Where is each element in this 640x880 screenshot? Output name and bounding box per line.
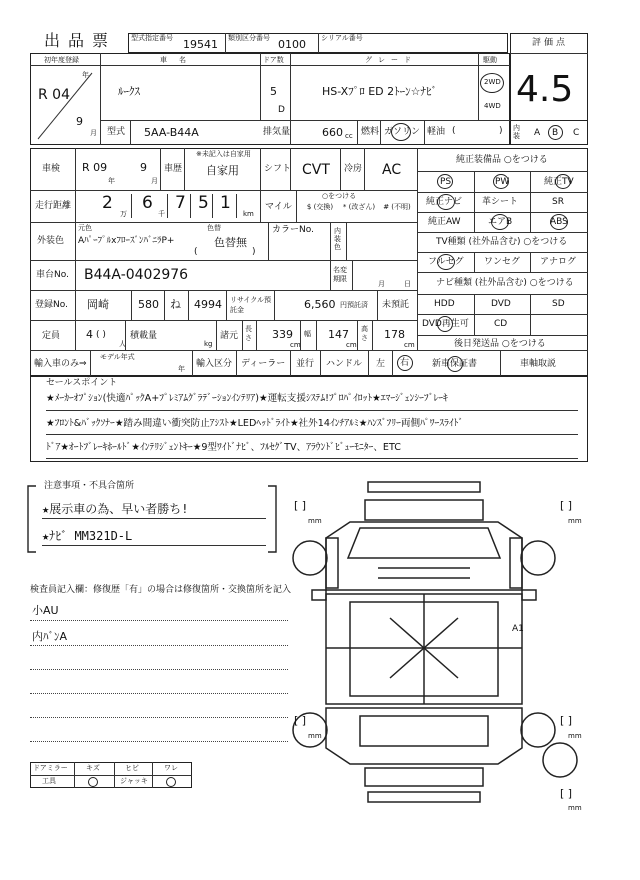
exchange-option: $ (交換) <box>306 203 334 211</box>
interior-label: 内装 <box>513 124 520 140</box>
width-cm: cm <box>346 341 357 349</box>
reg-city: 岡崎 <box>87 298 109 311</box>
opt-ps: PS <box>440 177 452 187</box>
door-type: D <box>278 105 285 115</box>
car-name-label: 車名 <box>160 56 198 64</box>
mileage-digit-3: 7 <box>175 193 186 213</box>
doors-label: ドア数 <box>263 56 284 64</box>
fuel-label: 燃料 <box>361 127 380 137</box>
reg-number: 4994 <box>194 298 222 311</box>
usage-value: 自家用 <box>206 164 239 177</box>
capacity-person: 人 <box>119 340 126 348</box>
mileage-sen: 千 <box>158 210 165 218</box>
handle-right: 右 <box>400 358 410 368</box>
opt-sr: SR <box>552 197 564 207</box>
width-label: 幅 <box>304 330 311 338</box>
handle-label: ハンドル <box>326 359 363 369</box>
ac-label: 冷房 <box>344 164 363 174</box>
bracket-tr: [ ] <box>560 499 573 512</box>
year-suffix: 年 <box>82 71 89 79</box>
color-original-label: 元色 <box>78 224 92 232</box>
bracket-tl: [ ] <box>294 499 307 512</box>
opt-cd: CD <box>494 319 508 329</box>
nav-type-header: ナビ種類 (社外品含む) ○をつける <box>436 278 574 288</box>
height-cm: cm <box>404 341 415 349</box>
km-unit: km <box>243 210 254 218</box>
usage-label: 車歴 <box>164 164 183 174</box>
reg-kana: ね <box>170 298 181 311</box>
score-label: 評価点 <box>532 38 569 48</box>
opt-warranty: 新車保証書 <box>432 359 478 369</box>
sales-label: セールスポイント <box>46 378 118 388</box>
nc-day: 日 <box>404 280 411 288</box>
opt-sd: SD <box>552 299 565 309</box>
fuel-diesel: 軽油 <box>427 127 446 137</box>
bracket-bl: [ ] <box>294 714 307 727</box>
mileage-man: 万 <box>120 210 127 218</box>
notes-label: 注意事項・不具合箇所 <box>44 481 135 491</box>
opt-dvd: DVD <box>491 299 511 309</box>
shift-label: シフト <box>264 164 292 174</box>
shift-value: CVT <box>302 162 330 178</box>
load-kg: kg <box>204 340 213 348</box>
later-header: 後日発送品 ○をつける <box>454 339 546 349</box>
model-value: 5AA-B44A <box>144 126 199 139</box>
nc-month: 月 <box>378 280 385 288</box>
mm-br: mm <box>568 732 582 740</box>
inspection-label: 車検 <box>42 164 61 174</box>
inspector-label: 検査員記入欄：修復歴「有」の場合は修復箇所・交換箇所を記入 <box>30 585 292 595</box>
opt-airbag: エアB <box>488 217 513 227</box>
ruibetsu-value: 0100 <box>278 38 306 51</box>
recycle-value: 6,560 <box>304 298 336 311</box>
color-original-value: AﾊﾟｰﾌﾟﾙxﾌﾛｰｽﾞﾝﾊﾞﾆﾗP+ <box>78 236 175 246</box>
drive-4wd: 4WD <box>484 102 501 110</box>
drive-2wd: 2WD <box>484 78 501 86</box>
mm-spare: mm <box>568 804 582 812</box>
capacity-value: 4 <box>86 328 93 341</box>
inspection-value: R 09 <box>82 161 108 174</box>
name-change-label: 名変期限 <box>333 266 347 283</box>
std-equipment-header: 純正装備品 ○をつける <box>456 155 548 165</box>
first-reg-era: R 04 <box>38 87 70 103</box>
mileage-digit-2: 6 <box>142 193 153 213</box>
capacity-label: 定員 <box>42 331 61 341</box>
dims-label: 諸元 <box>220 331 239 341</box>
ruibetsu-label: 類別区分番号 <box>228 34 270 42</box>
import-label: 輸入車のみ⇒ <box>34 359 87 369</box>
interior-b: B <box>552 128 559 138</box>
width-value: 147 <box>328 328 349 341</box>
sales-line-2: ★ﾌﾛﾝﾄ&ﾊﾞｯｸｿﾅｰ★踏み間違い衝突防止ｱｼｽﾄ★LEDﾍｯﾄﾞﾗｲﾄ★社外14ｲﾝﾁｱﾙﾐ★ﾊﾝｽﾞﾌﾘｰ両側ﾊﾟﾜｰｽﾗｲﾄﾞ <box>46 418 464 429</box>
model-year-label: モデル年式 <box>100 353 135 361</box>
recycle-unpaid: 未預託 <box>382 300 410 310</box>
opt-manual: 車軸取説 <box>520 359 557 369</box>
color-change-label: 色替 <box>207 224 221 232</box>
opt-dvd-play: DVD再生可 <box>422 319 469 329</box>
altered-option: * (改ざん) <box>342 203 376 211</box>
notes-line-2: ★ﾅﾋﾞ MM321D-L <box>42 529 133 543</box>
grade-label: グレード <box>365 56 417 64</box>
opt-oneseg: ワンセグ <box>484 257 521 267</box>
reg-class: 580 <box>138 298 159 311</box>
height-value: 178 <box>384 328 405 341</box>
displacement-label: 排気量 <box>263 127 291 137</box>
bracket-br: [ ] <box>560 714 573 727</box>
score-value: 4.5 <box>516 69 574 110</box>
notes-line-1: ★展示車の為、早い者勝ち! <box>42 502 189 516</box>
displacement-value: 660 <box>322 126 343 139</box>
inspection-month: 9 <box>140 161 147 174</box>
handle-left: 左 <box>376 359 386 369</box>
eq-h4: ワレ <box>164 764 178 772</box>
unknown-option: # (不明) <box>383 203 411 211</box>
length-cm: cm <box>290 341 301 349</box>
import-cat-label: 輸入区分 <box>196 359 233 369</box>
color-change-value: 色替無 <box>214 236 247 249</box>
model-label: 型式 <box>107 127 126 137</box>
recycle-status: 円預託済 <box>340 301 368 309</box>
parallel-option: 並行 <box>296 359 315 369</box>
kata-label: 型式指定番号 <box>131 34 173 42</box>
inspector-line-2: 内ﾊﾞﾝA <box>32 630 68 643</box>
opt-jtv: 純正TV <box>544 177 574 187</box>
interior-c: C <box>573 128 580 138</box>
mileage-digit-4: 5 <box>198 193 209 213</box>
serial-label: シリアル番号 <box>321 34 363 42</box>
chassis-value: B44A-0402976 <box>84 267 189 283</box>
load-label: 積載量 <box>130 331 158 341</box>
grade-value: HS-Xﾌﾟﾛ ED 2ﾄｰﾝ☆ﾅﾋﾞ <box>322 85 437 98</box>
sales-line-1: ★ﾒｰｶｰｵﾌﾟｼｮﾝ(快適ﾊﾟｯｸA+ﾌﾟﾚﾐｱﾑｸﾞﾗﾃﾞｰｼｮﾝｲﾝﾃﾘｱ)★運転支援ｼｽﾃﾑ!ﾌﾟﾛﾊﾟｲﾛｯﾄ★ｴﾏｰｼﾞｪﾝｼｰﾌﾞﾚｰｷ <box>46 393 448 404</box>
opt-nav: 純正ナビ <box>426 197 463 207</box>
first-reg-label: 初年度登録 <box>44 56 79 64</box>
bracket-spare: [ ] <box>560 787 573 800</box>
damage-mark-a1: A1 <box>512 624 524 634</box>
interior-color-label: 内装色 <box>334 227 341 251</box>
opt-hdd: HDD <box>434 299 455 309</box>
recycle-label: リサイクル預託金 <box>230 296 272 314</box>
mileage-digit-5: 1 <box>220 193 231 213</box>
spare-tire-icon <box>540 740 580 780</box>
cc-unit: cc <box>345 132 353 140</box>
mm-tl: mm <box>308 517 322 525</box>
eq-r1: 工具 <box>42 777 56 785</box>
drive-label: 駆動 <box>483 56 497 64</box>
opt-aw: 純正AW <box>428 217 461 227</box>
model-year-suffix: 年 <box>178 365 185 373</box>
length-label: 長さ <box>245 325 252 342</box>
mm-bl: mm <box>308 732 322 740</box>
month-suffix: 月 <box>90 129 97 137</box>
inspection-year: 年 <box>108 177 115 185</box>
color-no-label: カラーNo. <box>272 225 314 235</box>
sales-line-3: ﾄﾞｱ★ｵｰﾄﾌﾞﾚｰｷﾎｰﾙﾄﾞ★ｲﾝﾃﾘｼﾞｪﾝﾄｷｰ★9型ﾜｲﾄﾞﾅﾋﾞ、ﾌﾙｾｸﾞTV、ｱﾗｳﾝﾄﾞﾋﾞｭｰﾓﾆﾀｰ、ETC <box>46 442 401 453</box>
dealer-option: ディーラー <box>241 359 286 369</box>
interior-a: A <box>534 128 541 138</box>
exterior-label: 外装色 <box>37 236 65 246</box>
usage-note: ※未記入は自家用 <box>196 150 251 158</box>
length-value: 339 <box>272 328 293 341</box>
mileage-digit-1: 2 <box>102 193 113 213</box>
form-title: 出品票 <box>44 31 117 50</box>
inspection-month-suffix: 月 <box>151 177 158 185</box>
inspector-line-1: 小AU <box>32 604 59 617</box>
reg-label: 登録No. <box>35 300 68 310</box>
mm-tr: mm <box>568 517 582 525</box>
mark-note: ○をつける <box>322 192 357 200</box>
kata-value: 19541 <box>183 38 218 51</box>
fuel-gasoline: ガソリン <box>384 127 421 137</box>
eq-h2: キズ <box>86 764 100 772</box>
notes-bracket-right <box>266 484 278 554</box>
eq-h1: ドアミラー <box>33 764 68 772</box>
ac-value: AC <box>382 162 402 178</box>
mileage-label: 走行距離 <box>35 201 72 211</box>
car-name-value: ﾙｰｸｽ <box>118 85 140 98</box>
tv-type-header: TV種類 (社外品含む) ○をつける <box>436 237 568 247</box>
opt-abs: ABS <box>550 217 568 227</box>
tool-circle <box>88 777 98 787</box>
eq-h3: ヒビ <box>125 764 139 772</box>
first-reg-month: 9 <box>76 115 83 128</box>
opt-analog: アナログ <box>540 257 577 267</box>
eq-r2: ジャッキ <box>120 777 148 785</box>
opt-pw: PW <box>495 177 510 187</box>
notes-bracket-left <box>26 484 38 554</box>
opt-fullseg: フルセグ <box>428 257 464 267</box>
chassis-label: 車台No. <box>36 270 69 280</box>
jack-circle <box>166 777 176 787</box>
doors-value: 5 <box>270 85 277 98</box>
mile-label: マイル <box>265 202 292 212</box>
height-label: 高さ <box>361 325 368 342</box>
opt-leather: 革シート <box>482 197 519 207</box>
